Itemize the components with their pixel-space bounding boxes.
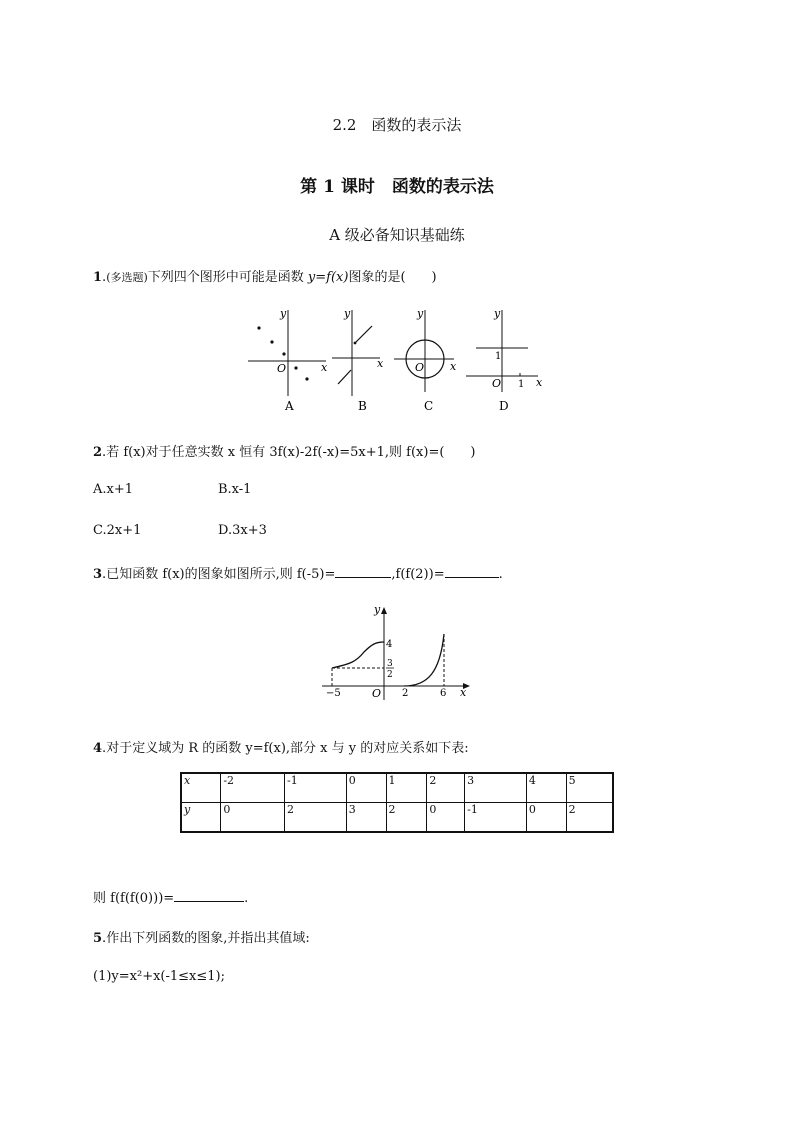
question-4-answer — [93, 887, 248, 906]
graph-label: A — [285, 399, 294, 413]
table-cell: 2 — [386, 803, 427, 833]
answer-blank[interactable] — [445, 565, 499, 578]
tick-label: 1 — [495, 351, 502, 362]
table-header-cell: y — [181, 803, 221, 833]
tick-label: 2 — [387, 670, 393, 680]
curve-right — [404, 634, 444, 686]
axis-label: y — [344, 307, 351, 320]
section-title: 2.2 函数的表示法 — [332, 116, 462, 134]
axis-label: x — [321, 361, 328, 374]
question-2: 2.若 f(x)对于任意实数 x 恒有 3f(x)-2f(-x)=5x+1,则 f(x)=( ) — [93, 445, 476, 460]
origin-label: O — [277, 362, 287, 375]
table-cell: 4 — [526, 773, 566, 803]
question-text: . — [498, 567, 503, 582]
table-cell: 1 — [386, 773, 427, 803]
y-axis-arrow — [381, 607, 387, 614]
question-1: 1.(多选题)下列四个图形中可能是函数 y=f(x)图象的是( ) — [93, 270, 437, 285]
tick-label: 2 — [402, 688, 409, 699]
axis-label: y — [280, 307, 287, 320]
question-text: 若 f(x)对于任意实数 x 恒有 3f(x)-2f(-x)=5x+1,则 f(x)=( ) — [106, 445, 476, 460]
graph-a — [248, 307, 328, 413]
answer-blank[interactable] — [174, 889, 244, 902]
axis-label: y — [417, 307, 424, 320]
value-table — [180, 772, 614, 833]
tick-label: 3 — [387, 659, 393, 669]
table-cell: -2 — [221, 773, 285, 803]
question-text: 已知函数 f(x)的图象如图所示,则 f(-5)= — [106, 567, 336, 582]
axis-label: x — [460, 686, 467, 699]
axis-label: x — [536, 376, 543, 389]
question-text: 下列四个图形中可能是函数 — [147, 270, 308, 285]
table-cell: -1 — [285, 773, 347, 803]
origin-label: O — [372, 687, 382, 700]
question-text: 对于定义域为 R 的函数 y=f(x),部分 x 与 y 的对应关系如下表: — [106, 741, 469, 756]
table-cell: 2 — [427, 773, 465, 803]
function-notation: y=f(x) — [307, 270, 349, 285]
option-c: C.2x+1 — [93, 523, 142, 538]
table-row — [181, 803, 613, 833]
tick-label: −5 — [326, 688, 341, 699]
lesson-title: 第 1 课时 函数的表示法 — [300, 177, 494, 197]
table-cell: 2 — [285, 803, 347, 833]
question-text: . — [244, 891, 249, 906]
q3-graph — [318, 600, 478, 700]
table-cell: 0 — [346, 773, 386, 803]
tick-label: 4 — [386, 639, 393, 650]
axis-label: y — [374, 603, 381, 616]
table-cell: -1 — [465, 803, 527, 833]
tick-label: 6 — [440, 688, 447, 699]
option-a: A.x+1 — [93, 482, 134, 497]
origin-label: O — [492, 377, 502, 390]
origin-label: O — [415, 361, 425, 374]
question-text: 作出下列函数的图象,并指出其值域: — [106, 931, 310, 946]
graph-label: C — [424, 399, 434, 413]
option-b: B.x-1 — [218, 482, 252, 497]
graph-b — [332, 307, 384, 413]
question-number: 1 — [93, 270, 103, 285]
graph-c — [394, 307, 457, 413]
question-number: 2 — [93, 445, 103, 460]
question-number: 5 — [93, 931, 103, 946]
q1-figure-group — [240, 300, 560, 418]
question-number: 3 — [93, 567, 103, 582]
table-header-cell: x — [181, 773, 221, 803]
table-cell: 5 — [566, 773, 613, 803]
question-text: 图象的是( ) — [348, 270, 437, 285]
table-row — [181, 773, 613, 803]
question-text: 则 f(f(f(0)))= — [93, 891, 175, 906]
graph-label: B — [358, 399, 367, 413]
question-5-sub-1: (1)y=x²+x(-1≤x≤1); — [93, 969, 225, 984]
question-3: 3.已知函数 f(x)的图象如图所示,则 f(-5)= ,f(f(2))= . — [93, 567, 503, 582]
table-cell: 0 — [221, 803, 285, 833]
axis-label: y — [494, 307, 501, 320]
question-tag: (多选题) — [106, 271, 148, 284]
table-cell: 0 — [526, 803, 566, 833]
axis-label: x — [377, 357, 384, 370]
answer-blank[interactable] — [335, 565, 391, 578]
graph-label: D — [499, 399, 509, 413]
table-cell: 2 — [566, 803, 613, 833]
graph-d — [466, 307, 543, 413]
option-d: D.3x+3 — [218, 523, 267, 538]
level-title: A 级必备知识基础练 — [329, 226, 465, 244]
question-text: ,f(f(2))= — [391, 567, 445, 582]
tick-label: 1 — [518, 379, 525, 390]
question-number: 4 — [93, 741, 103, 756]
axis-label: x — [450, 360, 457, 373]
table-cell: 3 — [346, 803, 386, 833]
question-4: 4.对于定义域为 R 的函数 y=f(x),部分 x 与 y 的对应关系如下表: — [93, 741, 469, 756]
table-cell: 3 — [465, 773, 527, 803]
table-cell: 0 — [427, 803, 465, 833]
question-5: 5.作出下列函数的图象,并指出其值域: — [93, 931, 310, 946]
curve-left — [332, 642, 384, 668]
